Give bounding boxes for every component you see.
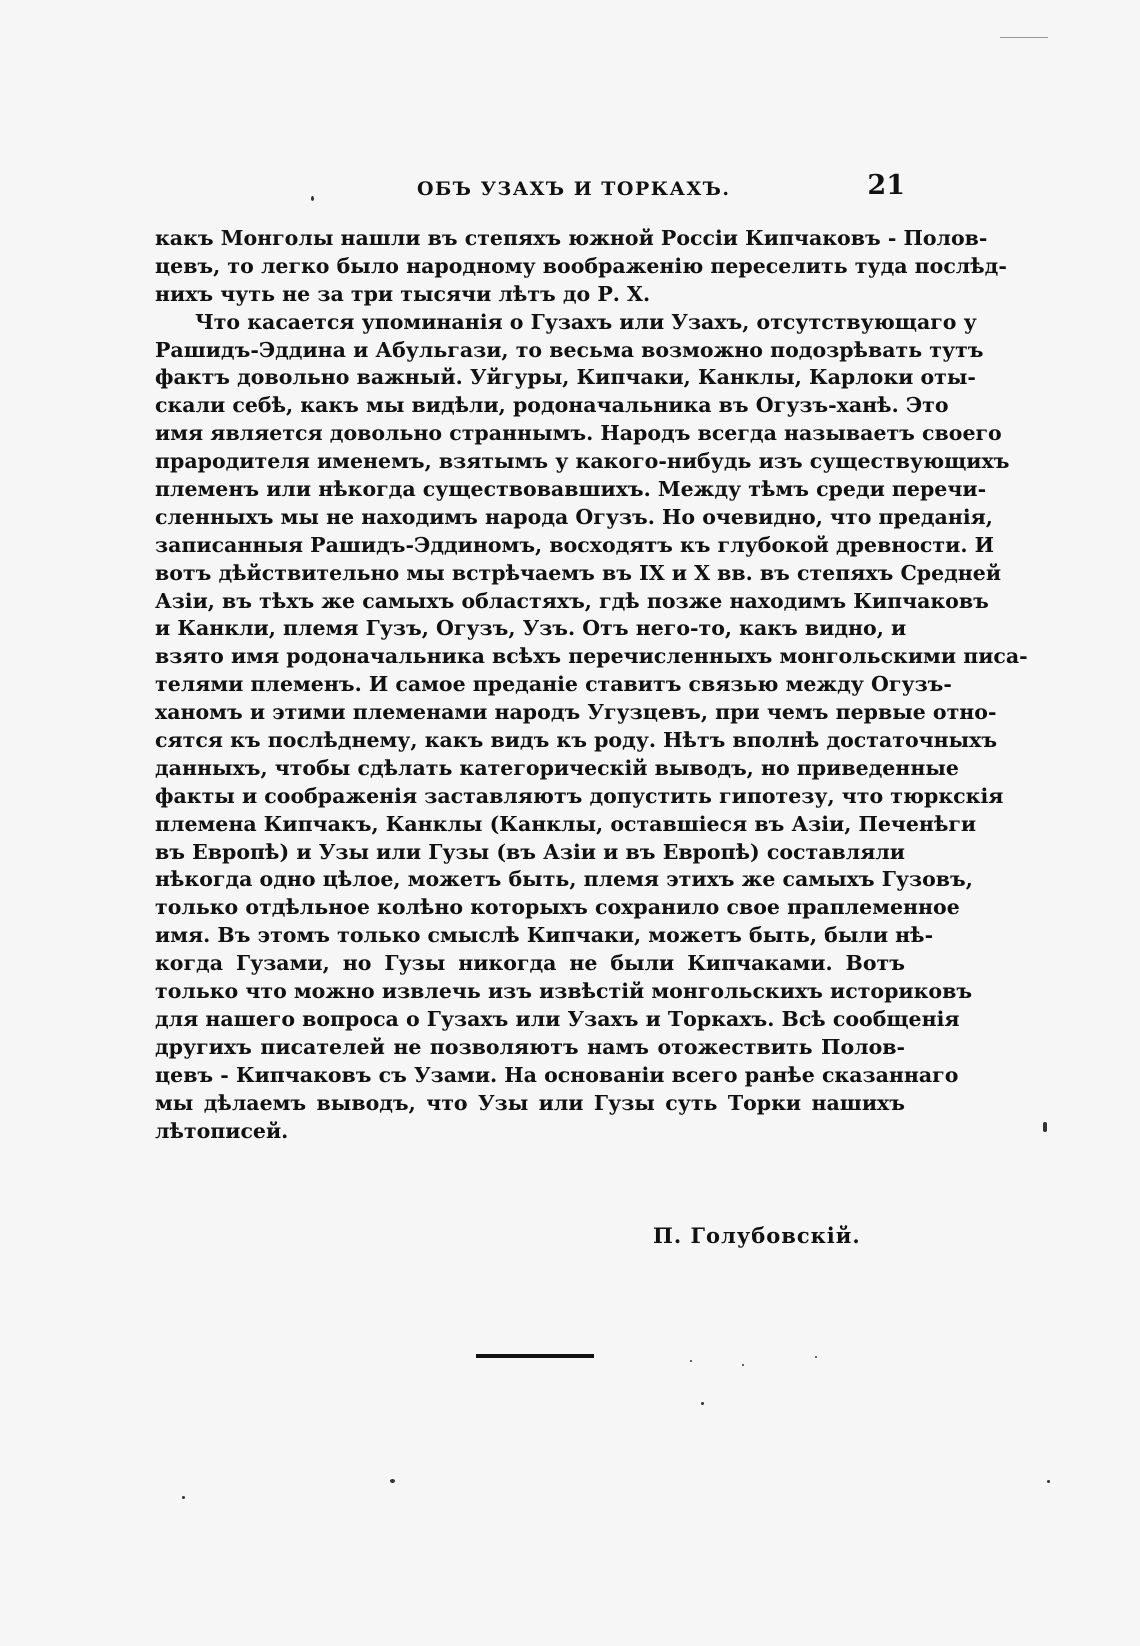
- running-title: ОБЪ УЗАХЪ И ТОРКАХЪ.: [417, 178, 731, 200]
- text-line: цевъ, то легко было народному воображенію переселить туда послѣд-: [155, 253, 1007, 278]
- text-line: племенъ или нѣкогда существовавшихъ. Между тѣмъ среди перечи-: [155, 477, 987, 502]
- text-line: лѣтописей.: [155, 1118, 289, 1143]
- body-text: [155, 225, 1028, 1145]
- text-line: для нашего вопроса о Гузахъ или Узахъ и Торкахъ. Всѣ сообщенія: [155, 1006, 960, 1031]
- scan-speck: [690, 1360, 692, 1362]
- text-line: какъ Монголы нашли въ степяхъ южной Россіи Кипчаковъ - Полов-: [155, 226, 988, 250]
- text-line: когда Гузами, но Гузы никогда не были Кипчаками. Вотъ: [155, 951, 905, 976]
- scan-speck: [311, 196, 314, 201]
- text-line: телями племенъ. И самое преданіе ставитъ связью между Огузъ-: [155, 672, 952, 697]
- text-line: въ Европѣ) и Узы или Гузы (въ Азіи и въ Европѣ) составляли: [155, 839, 905, 864]
- text-line: имя является довольно страннымъ. Народъ всегда называетъ своего: [155, 421, 1002, 446]
- text-line: нѣкогда одно цѣлое, можетъ быть, племя этихъ же самыхъ Гузовъ,: [155, 867, 973, 892]
- text-line: цевъ - Кипчаковъ съ Узами. На основаніи всего ранѣе сказаннаго: [155, 1062, 959, 1087]
- text-line: взято имя родоначальника всѣхъ перечисленныхъ монгольскими писа-: [155, 644, 1028, 669]
- scan-speck: [390, 1479, 395, 1483]
- text-line: Что касается упоминанія о Гузахъ или Узахъ, отсутствующаго у: [195, 309, 977, 334]
- scan-speck: [1043, 1122, 1047, 1132]
- scan-speck: [742, 1364, 744, 1366]
- scan-speck: [1000, 37, 1048, 38]
- scan-speck: [182, 1496, 185, 1499]
- page-number: 21: [867, 170, 905, 201]
- text-line: имя. Въ этомъ только смыслѣ Кипчаки, можетъ быть, были нѣ-: [155, 923, 934, 948]
- scan-speck: [701, 1402, 704, 1405]
- text-line: племена Кипчакъ, Канклы (Канклы, оставшіеся въ Азіи, Печенѣги: [155, 811, 977, 836]
- text-line: только отдѣльное колѣно которыхъ сохранило свое праплеменное: [155, 895, 960, 920]
- text-line: скали себѣ, какъ мы видѣли, родоначальника въ Огузъ-ханѣ. Это: [155, 393, 949, 418]
- scan-speck: [815, 1356, 817, 1358]
- text-line: ханомъ и этими племенами народъ Угузцевъ, при чемъ первые отно-: [155, 700, 997, 725]
- scan-speck: [1047, 1480, 1050, 1483]
- author-signature: П. Голубовскій.: [653, 1223, 861, 1248]
- text-line: только что можно извлечь изъ извѣстій монгольскихъ историковъ: [155, 979, 973, 1004]
- text-line: сятся къ послѣднему, какъ видъ къ роду. Нѣтъ вполнѣ достаточныхъ: [155, 728, 998, 753]
- text-line: данныхъ, чтобы сдѣлать категорическій выводъ, но приведенные: [155, 755, 959, 780]
- section-divider: [476, 1354, 594, 1358]
- text-line: Азіи, въ тѣхъ же самыхъ областяхъ, гдѣ позже находимъ Кипчаковъ: [155, 588, 989, 613]
- text-line: прародителя именемъ, взятымъ у какого-нибудь изъ существующихъ: [155, 449, 1010, 474]
- text-line: факты и соображенія заставляютъ допустить гипотезу, что тюркскія: [155, 783, 1004, 808]
- text-line: записанныя Рашидъ-Эддиномъ, восходятъ къ глубокой древности. И: [155, 532, 994, 557]
- text-line: сленныхъ мы не находимъ народа Огузъ. Но очевидно, что преданія,: [155, 504, 993, 529]
- text-line: мы дѣлаемъ выводъ, что Узы или Гузы суть Торки нашихъ: [155, 1090, 905, 1115]
- text-line: фактъ довольно важный. Уйгуры, Кипчаки, Канклы, Карлоки оты-: [155, 365, 976, 390]
- text-line: нихъ чуть не за три тысячи лѣтъ до Р. Х.: [155, 281, 651, 306]
- page-header: [155, 170, 905, 210]
- text-line: вотъ дѣйствительно мы встрѣчаемъ въ IX и X вв. въ степяхъ Средней: [155, 560, 1002, 585]
- text-line: другихъ писателей не позволяютъ намъ отожествить Полов-: [155, 1034, 905, 1059]
- text-line: и Канкли, племя Гузъ, Огузъ, Узъ. Отъ него-то, какъ видно, и: [155, 616, 907, 641]
- text-line: Рашидъ-Эддина и Абульгази, то весьма возможно подозрѣвать тутъ: [155, 337, 984, 362]
